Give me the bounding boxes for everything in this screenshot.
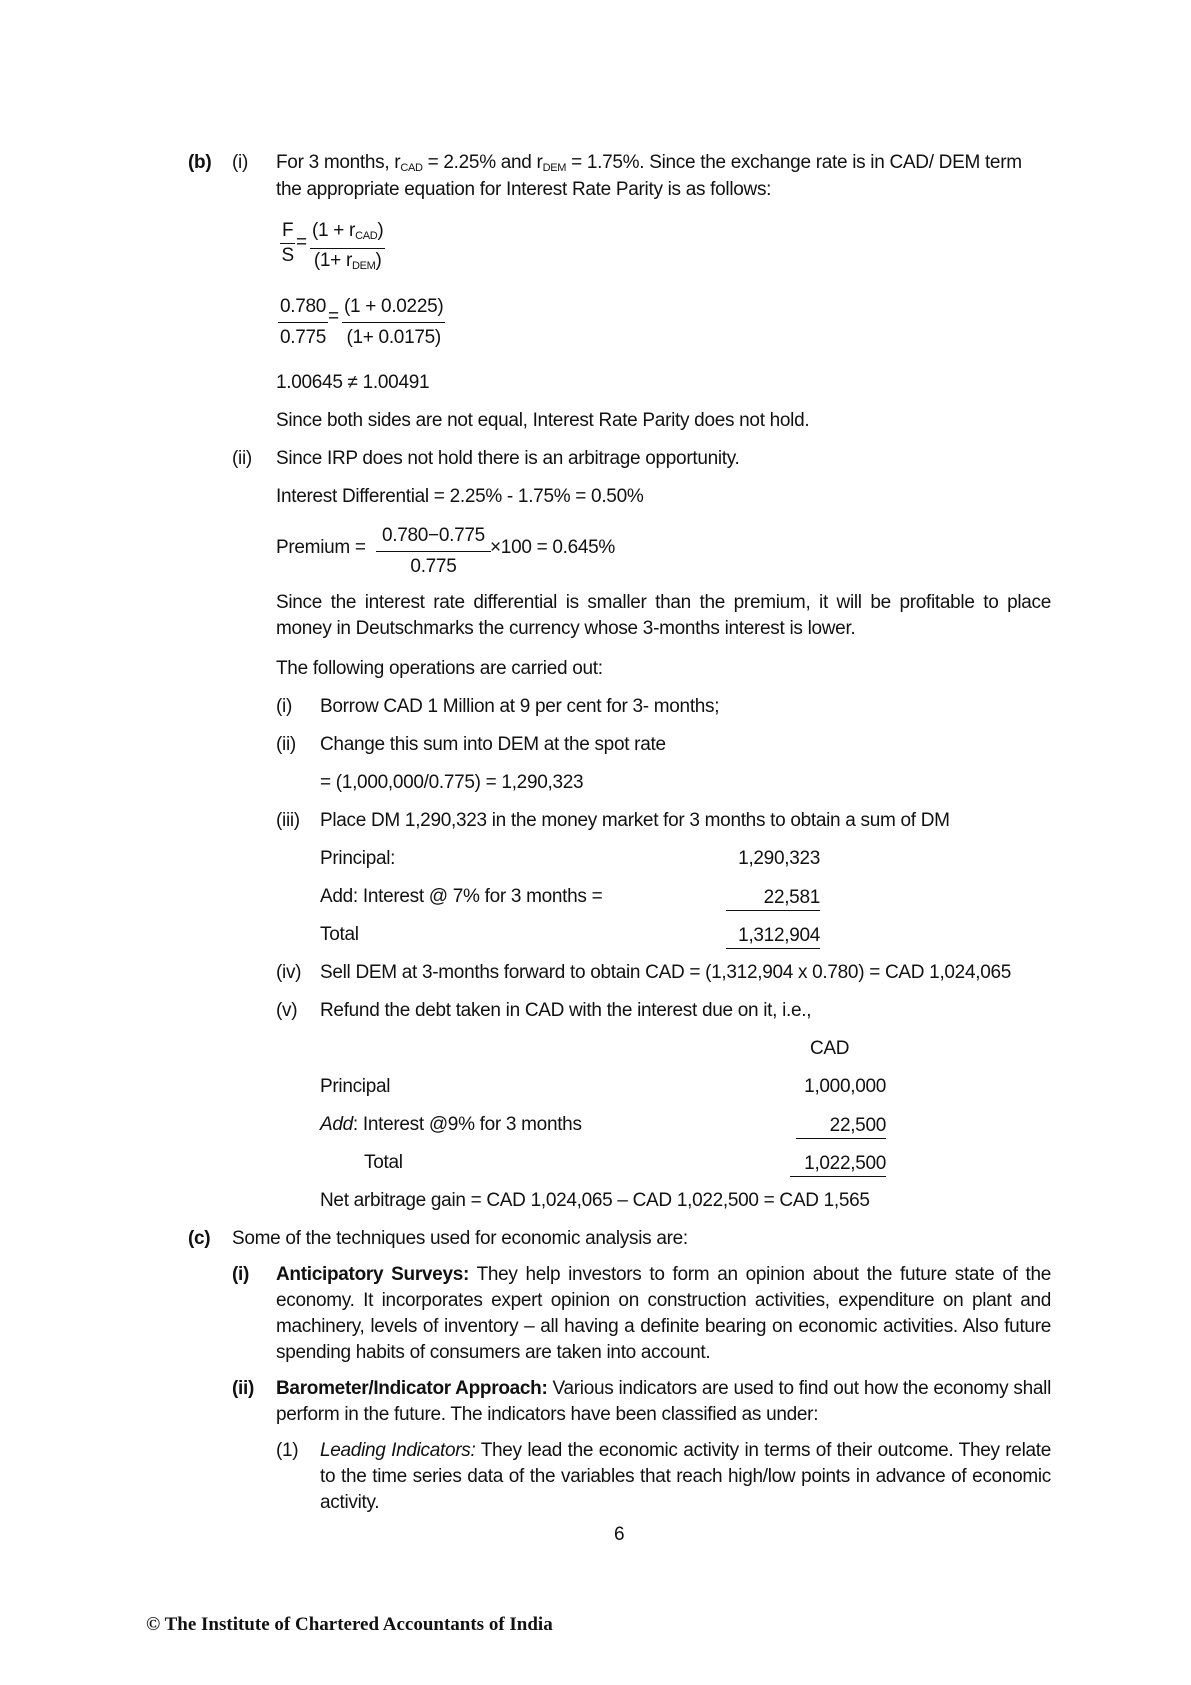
interest-differential: Interest Differential = 2.25% - 1.75% = 0.50% [276, 486, 644, 507]
premium-result: ×100 = 0.645% [490, 537, 615, 558]
step-label: (iii) [276, 810, 300, 831]
part-c-item-label: (i) [232, 1264, 250, 1285]
premium-label: Premium = [276, 537, 366, 558]
sub-item-label: (1) [276, 1440, 299, 1461]
step-text: Refund the debt taken in CAD with the interest due on it, i.e., [320, 1000, 812, 1021]
eq2-equals: = [328, 306, 339, 327]
footer-copyright: © The Institute of Chartered Accountants of India [146, 1614, 553, 1635]
part-c-intro: Some of the techniques used for economic analysis are: [232, 1228, 688, 1249]
step-text: Place DM 1,290,323 in the money market for 3 months to obtain a sum of DM [320, 810, 950, 831]
cad-row-value: 1,000,000 [804, 1076, 886, 1097]
anticipatory-surveys-paragraph: Anticipatory Surveys: They help investors to form an opinion about the future state of the economy. It incorporates expert opinion on construction activities, expenditure on plant and machinery, levels of inventory – all having a definite bearing on economic activities. Also future spending habits of consumers are taken into account. [276, 1264, 1051, 1363]
eq1-equals: = [296, 232, 307, 253]
step-label: (ii) [276, 734, 296, 755]
dm-row-label: Add: Interest @ 7% for 3 months = [320, 886, 603, 907]
step-label: (iv) [276, 962, 302, 983]
part-b-i-line2: the appropriate equation for Interest Rate Parity is as follows: [276, 179, 772, 200]
dm-row-value: 22,581 [726, 886, 820, 911]
part-b-ii-label: (ii) [232, 448, 252, 469]
eq1-right-fraction: $(1 + r_{CAD})$ $(1+ r_{DEM})$ [312, 220, 384, 272]
step-text: = (1,000,000/0.775) = 1,290,323 [320, 772, 584, 793]
eq2-right-fraction: (1 + 0.0225) (1+ 0.0175) [342, 292, 445, 353]
premium-paragraph: Since the interest rate differential is smaller than the premium, it will be profitable to place money in Deutschmarks the currency whose 3-months interest is lower. [276, 592, 1051, 639]
eq1-left-fraction: F S [281, 220, 294, 266]
part-b-i-line1: For 3 months, $r_{CAD} = 2.25\%$ and $r_{DEM} = 1.75\%$. Since the exchange rate is in CAD/ DEM term [276, 152, 1022, 174]
cad-row-value: 1,022,500 [790, 1152, 886, 1177]
step-text: Sell DEM at 3-months forward to obtain CAD = (1,312,904 x 0.780) = CAD 1,024,065 [320, 962, 1011, 983]
cad-row-label: Total [364, 1152, 403, 1173]
eq2-left-fraction: 0.780 0.775 [278, 292, 328, 353]
dm-row-value: 1,290,323 [738, 848, 820, 869]
part-c-item-label: (ii) [232, 1378, 255, 1399]
leading-indicators-paragraph: Leading Indicators: They lead the economic activity in terms of their outcome. They relate to the time series data of the variables that reach high/low points in advance of economic activity. [320, 1440, 1051, 1513]
cad-row-label: Add: Interest @9% for 3 months [320, 1114, 582, 1135]
cad-row-label: Principal [320, 1076, 391, 1097]
net-arbitrage-gain: Net arbitrage gain = CAD 1,024,065 – CAD 1,022,500 = CAD 1,565 [320, 1190, 870, 1211]
page-number: 6 [614, 1524, 625, 1545]
dm-row-label: Principal: [320, 848, 396, 869]
part-c-label: (c) [188, 1228, 211, 1249]
cad-header: CAD [810, 1038, 850, 1059]
step-label: (i) [276, 696, 292, 717]
dm-row-label: Total [320, 924, 359, 945]
step-text: Change this sum into DEM at the spot rate [320, 734, 666, 755]
part-b-i-label: (i) [232, 152, 248, 173]
cad-row-value: 22,500 [796, 1114, 886, 1139]
premium-fraction: 0.780−0.775 0.775 [376, 521, 491, 582]
step-label: (v) [276, 1000, 298, 1021]
irp-conclusion: Since both sides are not equal, Interest Rate Parity does not hold. [276, 410, 810, 431]
part-b-label: (b) [188, 152, 212, 173]
operations-intro: The following operations are carried out: [276, 658, 603, 679]
inequality: 1.00645 ≠ 1.00491 [276, 372, 430, 393]
dm-row-value: 1,312,904 [726, 924, 820, 949]
arbitrage-line: Since IRP does not hold there is an arbitrage opportunity. [276, 448, 740, 469]
barometer-approach-paragraph: Barometer/Indicator Approach: Various indicators are used to find out how the economy shall perform in the future. The indicators have been classified as under: [276, 1378, 1052, 1425]
step-text: Borrow CAD 1 Million at 9 per cent for 3- months; [320, 696, 720, 717]
